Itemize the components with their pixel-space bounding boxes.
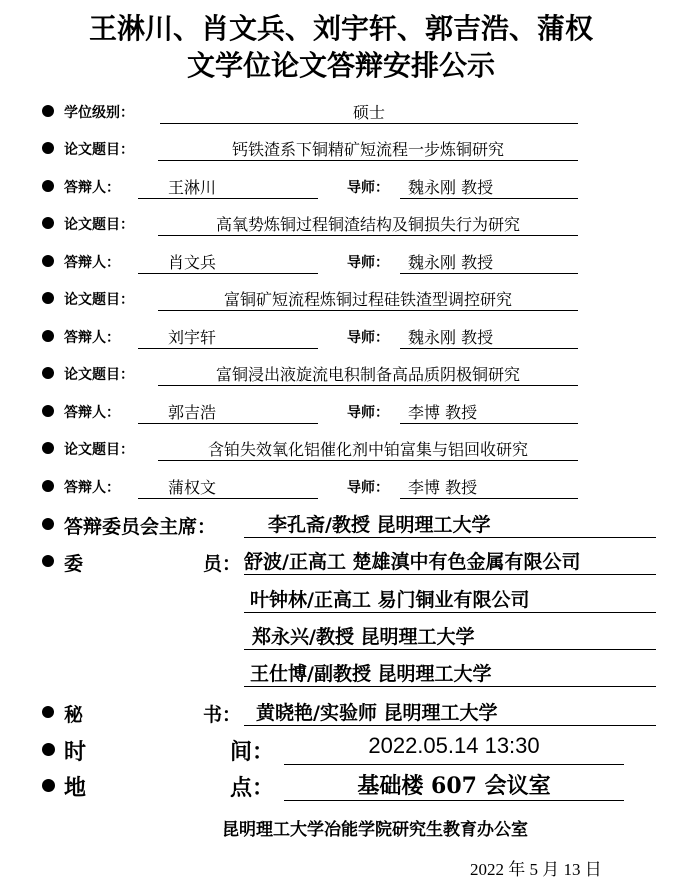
committee-members-row [0, 545, 682, 577]
thesis-row-4 [0, 358, 682, 390]
bullet-icon [42, 442, 54, 454]
bullet-icon [42, 480, 54, 492]
time-value: 2022.05.14 13:30 [284, 733, 624, 765]
issuing-office: 昆明理工大学冶能学院研究生教育办公室 [222, 820, 528, 840]
advisor-label: 导师： [347, 405, 389, 421]
bullet-icon [42, 555, 54, 567]
bullet-icon [42, 292, 54, 304]
defender-name: 刘宇轩 [138, 325, 318, 349]
degree-value: 硕士 [160, 100, 578, 124]
chair-label: 答辩委员会主席： [64, 516, 217, 538]
time-label-b: 间： [230, 739, 275, 765]
bullet-icon [42, 142, 54, 154]
advisor-label: 导师： [347, 180, 389, 196]
defender-name: 肖文兵 [138, 250, 318, 274]
defender-name: 郭吉浩 [138, 400, 318, 424]
thesis-label: 论文题目： [64, 292, 134, 308]
committee-member-row-2 [0, 583, 682, 615]
thesis-title: 含铂失效氧化铝催化剂中铂富集与铝回收研究 [158, 437, 578, 461]
defender-name: 蒲权文 [138, 475, 318, 499]
place-label-a: 地 [64, 775, 87, 801]
defender-row-5 [0, 471, 682, 503]
advisor-name: 李博 教授 [400, 400, 578, 424]
defender-row-3 [0, 321, 682, 353]
bullet-icon [42, 255, 54, 267]
place-value: 基础楼 607 会议室 [284, 769, 624, 801]
advisor-label: 导师： [347, 255, 389, 271]
thesis-title: 钙铁渣系下铜精矿短流程一步炼铜研究 [158, 137, 578, 161]
bullet-icon [42, 217, 54, 229]
secretary-label-a: 秘 [64, 704, 84, 726]
thesis-row-3 [0, 283, 682, 315]
time-label-a: 时 [64, 739, 87, 765]
members-label-b: 员： [203, 553, 242, 575]
defender-name: 王淋川 [138, 175, 318, 199]
thesis-label: 论文题目： [64, 367, 134, 383]
bullet-icon [42, 743, 55, 756]
advisor-label: 导师： [347, 480, 389, 496]
bullet-icon [42, 330, 54, 342]
bullet-icon [42, 180, 54, 192]
defender-label: 答辩人： [64, 180, 120, 196]
bullet-icon [42, 779, 55, 792]
notice-title-line2: 文学位论文答辩安排公示 [186, 49, 495, 82]
degree-label: 学位级别： [64, 105, 134, 121]
advisor-name: 魏永刚 教授 [400, 325, 578, 349]
advisor-label: 导师： [347, 330, 389, 346]
issue-date: 2022 年 5 月 13 日 [470, 860, 602, 879]
committee-member-row-3 [0, 620, 682, 652]
member-value-4: 王仕博/副教授 昆明理工大学 [244, 659, 656, 687]
secretary-value: 黄晓艳/实验师 昆明理工大学 [244, 698, 656, 726]
chair-value: 李孔斋/教授 昆明理工大学 [244, 510, 656, 538]
secretary-row [0, 696, 682, 728]
defender-row-4 [0, 396, 682, 428]
thesis-label: 论文题目： [64, 142, 134, 158]
defender-row-2 [0, 246, 682, 278]
thesis-title: 富铜浸出液旋流电积制备高品质阴极铜研究 [158, 362, 578, 386]
thesis-title: 富铜矿短流程炼铜过程硅铁渣型调控研究 [158, 287, 578, 311]
secretary-label-b: 书： [203, 704, 242, 726]
defender-label: 答辩人： [64, 405, 120, 421]
advisor-name: 魏永刚 教授 [400, 250, 578, 274]
committee-chair-row [0, 508, 682, 540]
place-label-b: 点： [230, 775, 275, 801]
thesis-label: 论文题目： [64, 217, 134, 233]
member-value-1: 舒波/正高工 楚雄滇中有色金属有限公司 [244, 547, 656, 575]
advisor-name: 魏永刚 教授 [400, 175, 578, 199]
notice-title-line1: 王淋川、肖文兵、刘宇轩、郭吉浩、蒲权 [88, 12, 593, 45]
thesis-label: 论文题目： [64, 442, 134, 458]
defender-label: 答辩人： [64, 330, 120, 346]
defender-label: 答辩人： [64, 480, 120, 496]
thesis-row-1 [0, 133, 682, 165]
bullet-icon [42, 105, 54, 117]
member-value-3: 郑永兴/教授 昆明理工大学 [244, 622, 656, 650]
advisor-name: 李博 教授 [400, 475, 578, 499]
degree-row [0, 96, 682, 128]
place-row [0, 767, 682, 803]
defender-label: 答辩人： [64, 255, 120, 271]
bullet-icon [42, 518, 54, 530]
thesis-title: 高氧势炼铜过程铜渣结构及铜损失行为研究 [158, 212, 578, 236]
defender-row-1 [0, 171, 682, 203]
bullet-icon [42, 405, 54, 417]
bullet-icon [42, 706, 54, 718]
member-value-2: 叶钟林/正高工 易门铜业有限公司 [244, 585, 656, 613]
thesis-row-5 [0, 433, 682, 465]
members-label-a: 委 [64, 553, 84, 575]
committee-member-row-4 [0, 657, 682, 689]
bullet-icon [42, 367, 54, 379]
thesis-row-2 [0, 208, 682, 240]
time-row [0, 731, 682, 767]
